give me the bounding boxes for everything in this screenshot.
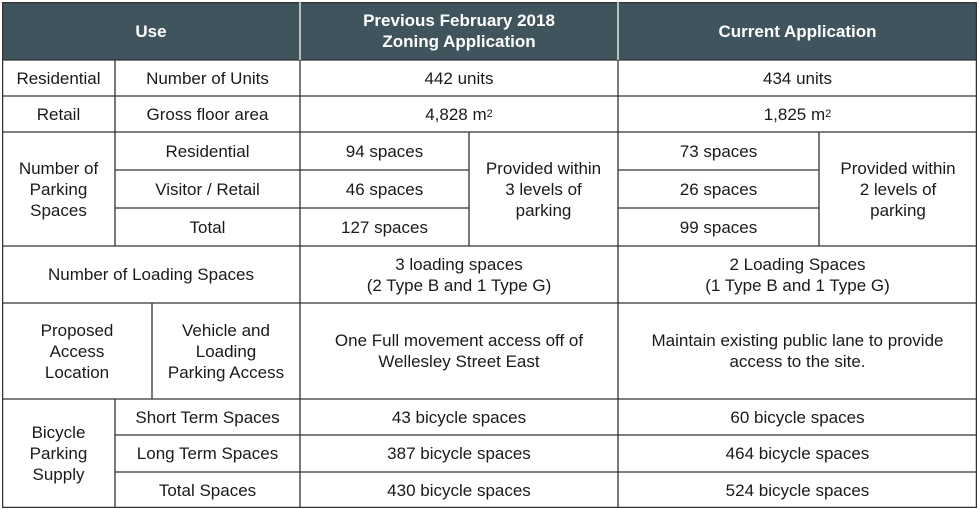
row-parking-label: Number of Parking Spaces [2, 132, 115, 246]
header-use: Use [2, 2, 300, 60]
row-retail-metric: Gross floor area [115, 96, 300, 132]
parking-total-current: 99 spaces [618, 208, 819, 246]
row-bicycle-label: Bicycle Parking Supply [2, 399, 115, 508]
row-access-label: Proposed Access Location [2, 303, 152, 399]
row-loading-current: 2 Loading Spaces (1 Type B and 1 Type G) [618, 246, 977, 303]
parking-visitor-current: 26 spaces [618, 170, 819, 208]
bicycle-total-previous: 430 bicycle spaces [300, 472, 618, 508]
row-retail-label: Retail [2, 96, 115, 132]
bicycle-long-current: 464 bicycle spaces [618, 435, 977, 472]
row-residential-metric: Number of Units [115, 60, 300, 96]
parking-total-previous: 127 spaces [300, 208, 469, 246]
header-current-application: Current Application [618, 2, 977, 60]
row-residential-label: Residential [2, 60, 115, 96]
bicycle-short-label: Short Term Spaces [115, 399, 300, 435]
row-retail-current: 1,825 m 2 [618, 96, 977, 132]
parking-residential-current: 73 spaces [618, 132, 819, 170]
parking-residential-label: Residential [115, 132, 300, 170]
row-access-previous: One Full movement access off of Wellesley Street East [300, 303, 618, 399]
zoning-comparison-table [2, 2, 977, 508]
retail-current-value: 1,825 m [763, 104, 826, 124]
parking-total-label: Total [115, 208, 300, 246]
row-access-sublabel: Vehicle and Loading Parking Access [152, 303, 300, 399]
bicycle-total-label: Total Spaces [115, 472, 300, 508]
row-loading-label: Number of Loading Spaces [2, 246, 300, 303]
parking-current-note: Provided within 2 levels of parking [819, 132, 977, 246]
bicycle-short-previous: 43 bicycle spaces [300, 399, 618, 435]
row-access-current: Maintain existing public lane to provide access to the site. [618, 303, 977, 399]
row-retail-previous: 4,828 m 2 [300, 96, 618, 132]
parking-visitor-previous: 46 spaces [300, 170, 469, 208]
parking-residential-previous: 94 spaces [300, 132, 469, 170]
row-residential-current: 434 units [618, 60, 977, 96]
parking-previous-note: Provided within 3 levels of parking [469, 132, 618, 246]
row-residential-previous: 442 units [300, 60, 618, 96]
retail-previous-value: 4,828 m [425, 104, 487, 124]
parking-visitor-label: Visitor / Retail [115, 170, 300, 208]
bicycle-short-current: 60 bicycle spaces [618, 399, 977, 435]
header-previous-application: Previous February 2018 Zoning Application [300, 2, 618, 60]
row-loading-previous: 3 loading spaces (2 Type B and 1 Type G) [300, 246, 618, 303]
bicycle-long-label: Long Term Spaces [115, 435, 300, 472]
bicycle-long-previous: 387 bicycle spaces [300, 435, 618, 472]
bicycle-total-current: 524 bicycle spaces [618, 472, 977, 508]
